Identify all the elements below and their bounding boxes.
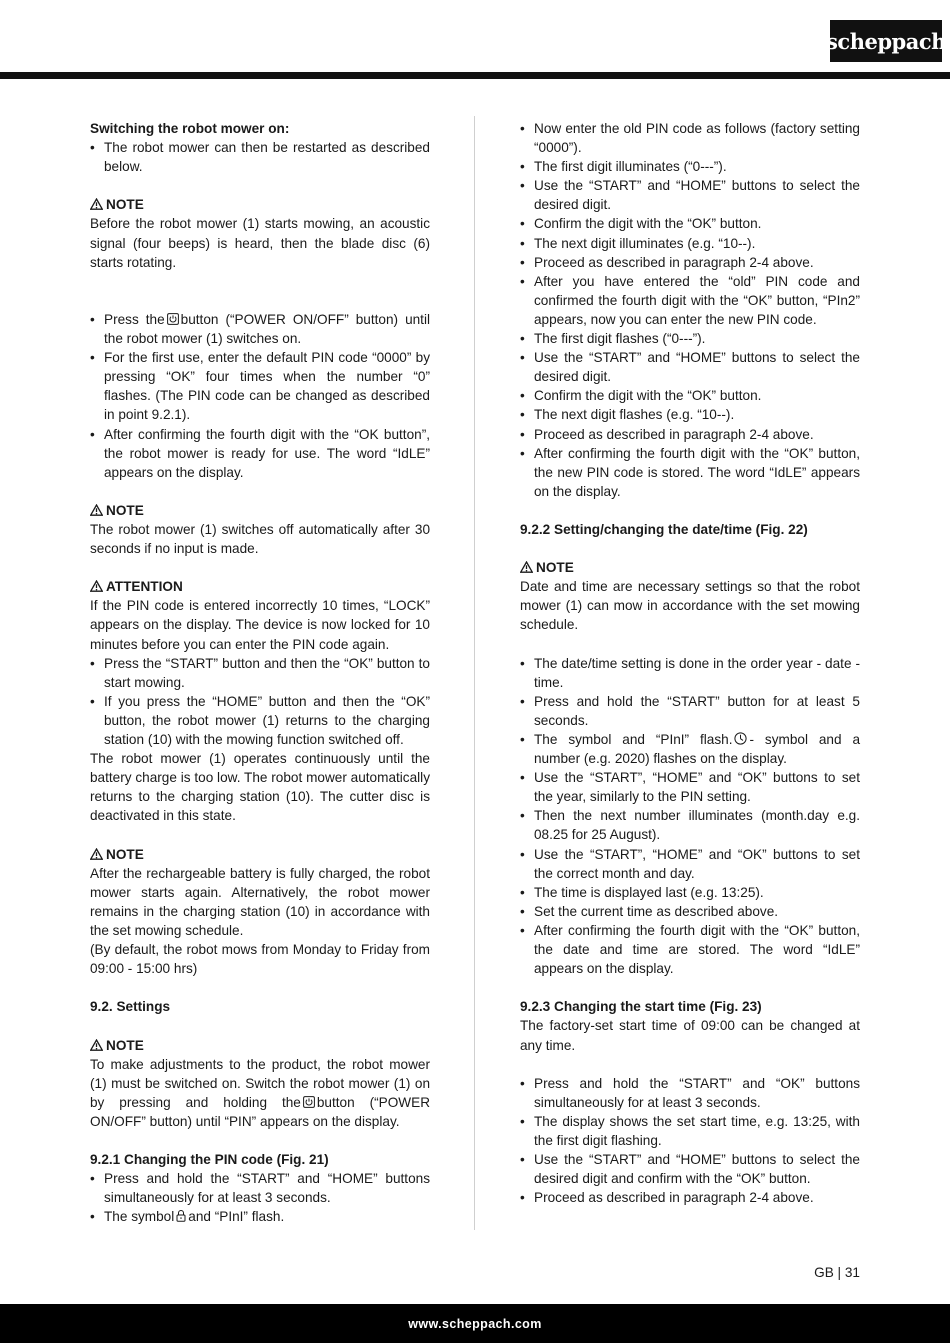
footer-bar [0,1304,950,1343]
list-item: • The symbol and “PInI” flash. - symbol and a number (e.g. 2020) flashes on the display. [520,730,860,768]
list-item: • After confirming the fourth digit with the “OK” button, the new PIN code is stored. The word “IdLE” appears on the display. [520,444,860,501]
warning-icon [520,561,533,573]
list-item: • Press and hold the “START” and “OK” buttons simultaneously for at least 3 seconds. [520,1074,860,1112]
list-item: • The time is displayed last (e.g. 13:25). [520,883,860,902]
note-text: The robot mower (1) switches off automatically after 30 seconds if no input is made. [90,521,430,557]
note-text: To make adjustments to the product, the robot mower (1) must be switched on. Switch the robot mower (1) on by pressing and holding the button (“POWER ON/OFF” button) until “PIN” appears on the display. [90,1056,431,1129]
list-item: • The robot mower can then be restarted as described below. [90,138,430,176]
list-item: • After confirming the fourth digit with the “OK” button, the date and time are stored. The word “IdLE” appears on the display. [520,921,860,978]
attention-label: ATTENTION [90,577,430,596]
note-label: NOTE [90,195,430,214]
paragraph: (By default, the robot mows from Monday to Friday from 09:00 - 15:00 hrs) [90,942,430,977]
page-number: GB | 31 [814,1265,860,1280]
note-text: After the rechargeable battery is fully charged, the robot mower starts again. Alternatively, the robot mower remains in the charging station (10) in accordance with the set mowing schedule. [90,865,430,938]
list-item: • Use the “START”, “HOME” and “OK” buttons to set the year, similarly to the PIN setting. [520,768,860,806]
list-item: • If you press the “HOME” button and then the “OK” button, the robot mower (1) returns to the charging station (10) with the mowing function switched off. [90,692,430,749]
list-item: • Confirm the digit with the “OK” button. [520,386,860,405]
lock-icon [176,1209,186,1222]
heading-9-2-1: 9.2.1 Changing the PIN code (Fig. 21) [90,1152,329,1168]
note-label: NOTE [90,501,430,520]
note-label: NOTE [90,845,430,864]
heading-9-2-2: 9.2.2 Setting/changing the date/time (Fig. 22) [520,521,808,537]
list-item: • Then the next number illuminates (month.day e.g. 08.25 for 25 August). [520,806,860,844]
brand-logo: scheppach [830,20,942,62]
list-item: • Press and hold the “START” and “HOME” buttons simultaneously for at least 3 seconds. [90,1169,430,1207]
warning-icon [90,198,103,210]
list-item: • After you have entered the “old” PIN code and confirmed the fourth digit with the “OK” button, “PIn2” appears, now you can enter the new PIN code. [520,272,860,329]
heading-settings: 9.2. Settings [90,999,171,1015]
list-item: • The first digit flashes (“0---”). [520,329,860,348]
list-item: • Use the “START”, “HOME” and “OK” buttons to set the correct month and day. [520,845,860,883]
list-item: • Press and hold the “START” button for at least 5 seconds. [520,692,860,730]
list-item: • Press the button (“POWER ON/OFF” button) until the robot mower (1) switches on. [90,310,430,348]
list-item: • Use the “START” and “HOME” buttons to select the desired digit. [520,348,860,386]
list-item: • Confirm the digit with the “OK” button. [520,214,860,233]
list-item: • Proceed as described in paragraph 2-4 above. [520,425,860,444]
list-item: • Proceed as described in paragraph 2-4 above. [520,1188,860,1207]
list-item: • Now enter the old PIN code as follows (factory setting “0000”). [520,119,860,157]
note-label: NOTE [520,558,860,577]
paragraph: The factory-set start time of 09:00 can be changed at any time. [520,1018,860,1053]
list-item: • Proceed as described in paragraph 2-4 above. [520,253,860,272]
paragraph: The robot mower (1) operates continuously until the battery charge is too low. The robot mower automatically returns to the charging station (10). The cutter disc is deactivated in this state. [90,751,430,824]
power-button-icon [303,1096,315,1108]
note-text: Date and time are necessary settings so that the robot mower (1) can mow in accordance with the set mowing schedule. [520,579,860,633]
column-divider [474,116,475,1230]
warning-icon [90,504,103,516]
power-button-icon [167,313,179,325]
warning-icon [90,848,103,860]
heading-switch-on: Switching the robot mower on: [90,121,290,136]
header-rule [0,72,950,79]
list-item: • The date/time setting is done in the order year - date - time. [520,654,860,692]
list-item: • Press the “START” button and then the “OK” button to start mowing. [90,654,430,692]
warning-icon [90,580,103,592]
heading-9-2-3: 9.2.3 Changing the start time (Fig. 23) [520,999,762,1015]
note-text: Before the robot mower (1) starts mowing, an acoustic signal (four beeps) is heard, then the blade disc (6) starts rotating. [90,216,430,270]
warning-icon [90,1039,103,1051]
list-item: • The next digit flashes (e.g. “10--). [520,405,860,424]
list-item: • Use the “START” and “HOME” buttons to select the desired digit and confirm with the “OK” button. [520,1150,860,1188]
list-item: • The first digit illuminates (“0---”). [520,157,860,176]
list-item: • The display shows the set start time, e.g. 13:25, with the first digit flashing. [520,1112,860,1150]
list-item: • Set the current time as described above. [520,902,860,921]
note-label: NOTE [90,1036,430,1055]
list-item: • The symbol and “PInI” flash. [90,1207,430,1226]
list-item: • After confirming the fourth digit with the “OK button”, the robot mower is ready for use. The word “IdLE” appears on the display. [90,425,430,482]
attention-text: If the PIN code is entered incorrectly 10 times, “LOCK” appears on the display. The device is now locked for 10 minutes before you can enter the PIN code again. [90,598,430,652]
list-item: • For the first use, enter the default PIN code “0000” by pressing “OK” four times when the number “0” flashes. (The PIN code can be changed as described in point 9.2.1). [90,348,430,424]
list-item: • The next digit illuminates (e.g. “10--). [520,234,860,253]
left-column [90,119,430,1226]
footer-url[interactable]: www.scheppach.com [408,1316,542,1331]
list-item: • Use the “START” and “HOME” buttons to select the desired digit. [520,176,860,214]
right-column [520,119,860,1207]
clock-icon [734,732,747,745]
